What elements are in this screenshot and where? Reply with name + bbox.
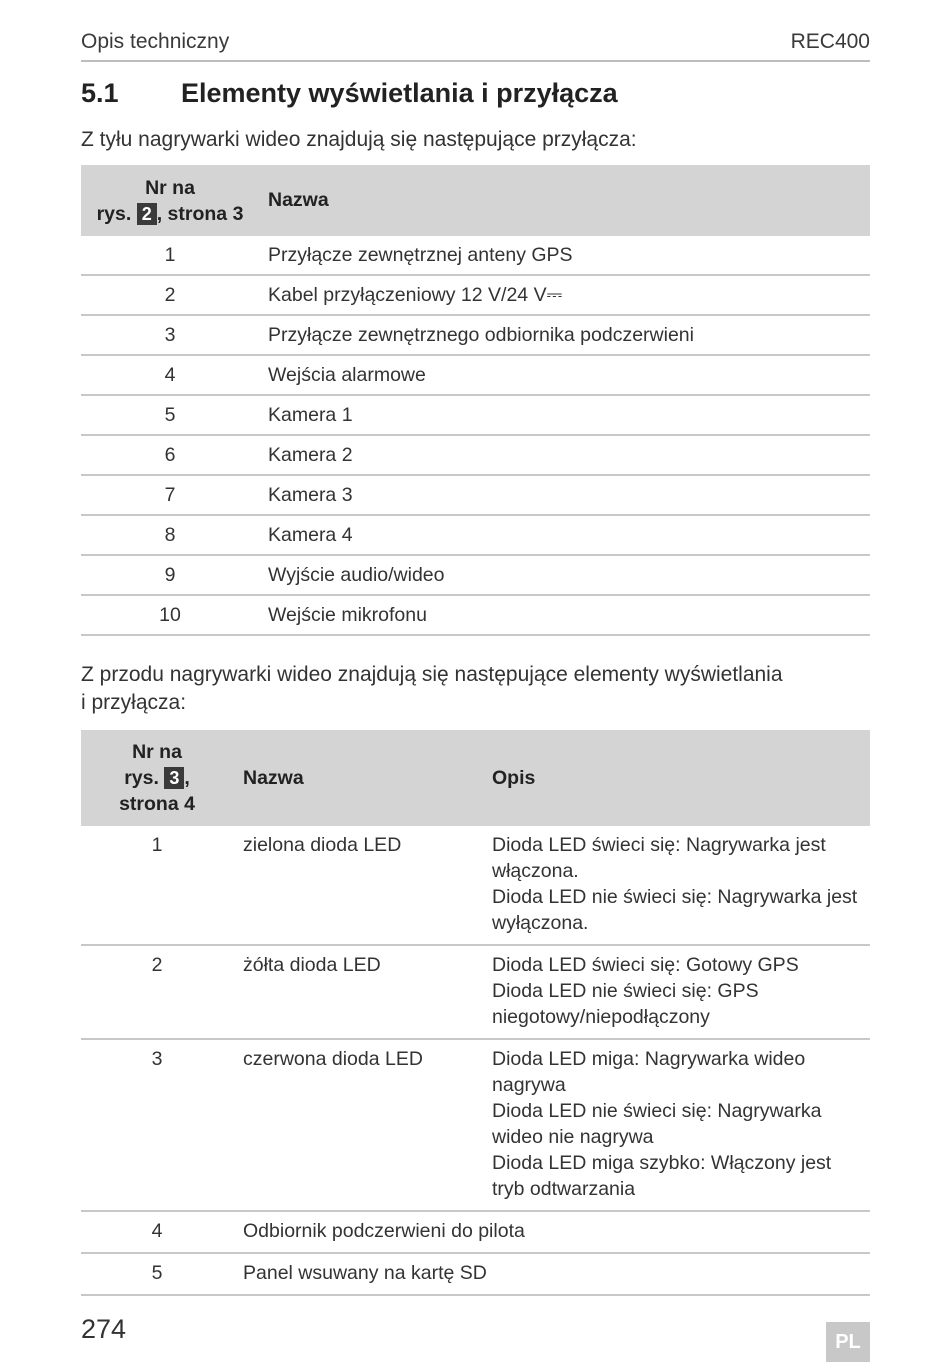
row-number: 3: [81, 315, 259, 355]
row-description: [492, 945, 870, 1039]
description-line: Dioda LED świeci się: Gotowy GPS: [492, 954, 799, 976]
row-name: Przyłącze zewnętrznej anteny GPS: [259, 236, 870, 275]
row-number: 8: [81, 515, 259, 555]
table-header-row: [81, 730, 870, 826]
figure-badge: 3: [164, 767, 184, 789]
row-number: 5: [81, 395, 259, 435]
column-header-nr: [81, 730, 233, 826]
intro-front-paragraph: [81, 661, 783, 717]
table-row: [81, 275, 870, 315]
table-row: [81, 515, 870, 555]
row-number: 2: [81, 275, 259, 315]
description-line: Dioda LED nie świeci się: Nagrywarka jest wyłączona.: [492, 886, 858, 934]
header-nr-line1: Nr na: [132, 741, 182, 763]
description-line: Dioda LED nie świeci się: Nagrywarka wideo nie nagrywa: [492, 1100, 822, 1148]
table-row: [81, 1211, 870, 1253]
table-row: [81, 945, 870, 1039]
row-name: Wyjście audio/wideo: [259, 555, 870, 595]
table-row: [81, 595, 870, 635]
row-name: czerwona dioda LED: [233, 1039, 492, 1211]
running-header: [81, 28, 870, 62]
row-name: Kamera 1: [259, 395, 870, 435]
row-name: Kamera 2: [259, 435, 870, 475]
table-row: [81, 1253, 870, 1295]
row-name: Odbiornik podczerwieni do pilota: [233, 1211, 870, 1253]
row-name: zielona dioda LED: [233, 826, 492, 945]
table-row: [81, 1039, 870, 1211]
description-line: Dioda LED miga: Nagrywarka wideo nagrywa: [492, 1048, 806, 1096]
description-line: Dioda LED miga szybko: Włączony jest tryb odtwarzania: [492, 1152, 832, 1200]
row-number: 3: [81, 1039, 233, 1211]
header-nr-suffix: ,: [184, 767, 190, 789]
row-name: żółta dioda LED: [233, 945, 492, 1039]
row-number: 5: [81, 1253, 233, 1295]
row-number: 10: [81, 595, 259, 635]
header-nr-prefix: rys.: [124, 767, 165, 789]
row-description: [492, 1039, 870, 1211]
table-row: [81, 475, 870, 515]
column-header-nr: [81, 165, 259, 236]
table-row: [81, 395, 870, 435]
language-badge: PL: [826, 1322, 870, 1362]
page-number: 274: [81, 1314, 127, 1344]
table-row: [81, 555, 870, 595]
header-nr-prefix: rys.: [96, 202, 137, 225]
table-header-row: [81, 165, 870, 236]
intro-front-line1: Z przodu nagrywarki wideo znajdują się następujące elementy wyświetlania: [81, 663, 783, 686]
table-row: [81, 826, 870, 945]
row-number: 6: [81, 435, 259, 475]
row-number: 9: [81, 555, 259, 595]
row-name: Wejście mikrofonu: [259, 595, 870, 635]
intro-front-line2: i przyłącza:: [81, 691, 187, 714]
row-number: 1: [81, 236, 259, 275]
row-name: Panel wsuwany na kartę SD: [233, 1253, 870, 1295]
column-header-name: Nazwa: [259, 165, 870, 236]
intro-rear-paragraph: Z tyłu nagrywarki wideo znajdują się następujące przyłącza:: [81, 128, 637, 151]
row-name: Kamera 4: [259, 515, 870, 555]
table-row: [81, 355, 870, 395]
row-name: Przyłącze zewnętrznego odbiornika podczerwieni: [259, 315, 870, 355]
header-model-name: REC400: [790, 30, 870, 53]
row-number: 1: [81, 826, 233, 945]
header-section-name: Opis techniczny: [81, 30, 230, 53]
front-elements-table: [81, 730, 870, 1296]
section-heading: [81, 78, 618, 109]
header-nr-line1: Nr na: [145, 176, 195, 199]
description-line: Dioda LED nie świeci się: GPS niegotowy/niepodłączony: [492, 980, 759, 1028]
row-name: Kamera 3: [259, 475, 870, 515]
header-nr-line3: strona 4: [119, 793, 195, 815]
row-number: 4: [81, 1211, 233, 1253]
section-number: 5.1: [81, 78, 119, 108]
table-row: [81, 315, 870, 355]
description-line: Dioda LED świeci się: Nagrywarka jest włączona.: [492, 834, 826, 882]
row-description: [492, 826, 870, 945]
section-title: Elementy wyświetlania i przyłącza: [181, 78, 618, 108]
header-nr-suffix: , strona 3: [156, 202, 244, 225]
row-number: 7: [81, 475, 259, 515]
figure-badge: 2: [137, 203, 157, 225]
row-number: 2: [81, 945, 233, 1039]
row-name: Kabel przyłączeniowy 12 V/24 V⎓: [259, 275, 870, 315]
row-name: Wejścia alarmowe: [259, 355, 870, 395]
column-header-description: Opis: [492, 730, 870, 826]
row-number: 4: [81, 355, 259, 395]
table-row: [81, 435, 870, 475]
column-header-name: Nazwa: [233, 730, 492, 826]
rear-connections-table: [81, 165, 870, 636]
table-row: [81, 236, 870, 275]
